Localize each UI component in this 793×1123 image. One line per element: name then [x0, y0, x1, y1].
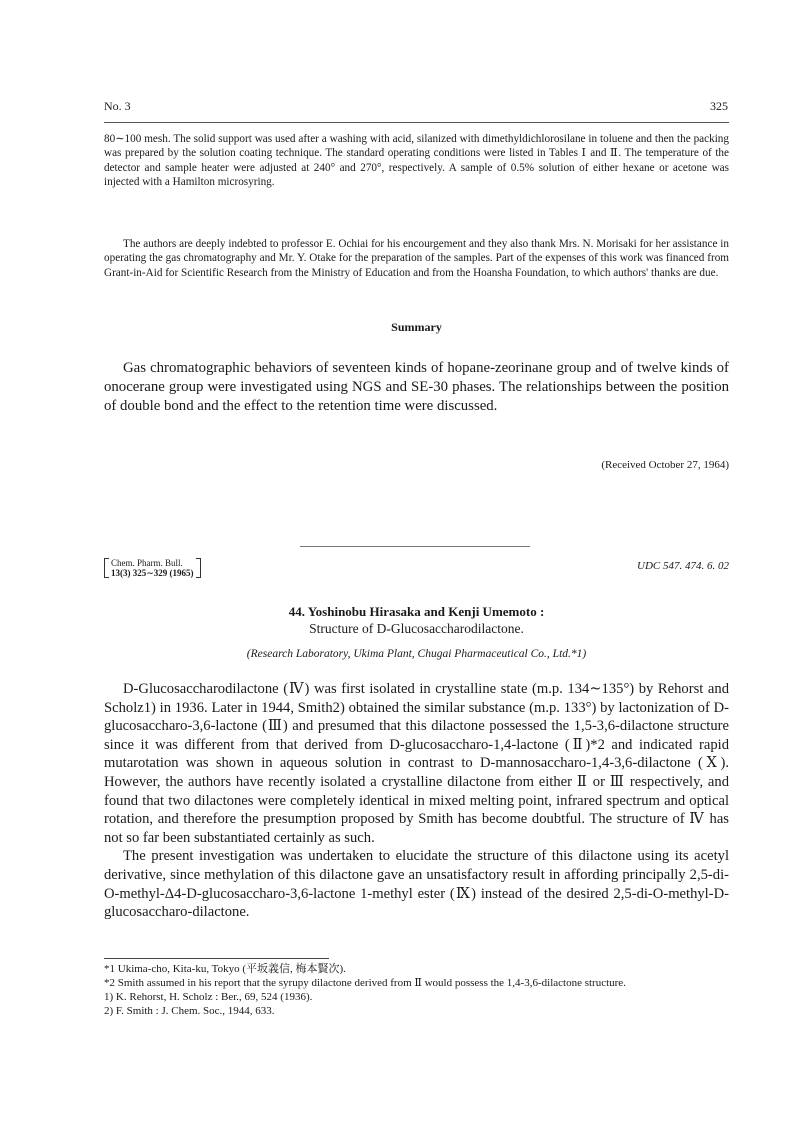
acknowledgement-text: The authors are deeply indebted to professor E. Ochiai for his encourgement and they also thank Mrs. N. Morisaki for her assistance in operating the gas chromatography and Mr. Y. Otake for the preparation of the samples. Part of the expenses of this work was financed from Grant-in-Aid for Scientific Research from the Ministry of Education and from the Hoansha Foundation, to which authors' thanks are due.	[104, 238, 729, 279]
header-rule	[104, 122, 729, 123]
right-bracket	[196, 558, 201, 578]
methods-paragraph	[104, 132, 729, 190]
footnote-2: *2 Smith assumed in his report that the syrupy dilactone derived from Ⅱ would possess the 1,4-3,6-dilactone structure.	[104, 977, 626, 989]
section-separator	[300, 546, 530, 547]
footnotes	[104, 962, 729, 1018]
footnote-rule	[104, 958, 329, 959]
reference-1: 1) K. Rehorst, H. Scholz : Ber., 69, 524 (1936).	[104, 991, 313, 1003]
summary-text: Gas chromatographic behaviors of seventeen kinds of hopane-zeorinane group and of twelve kinds of onocerane group were investigated using NGS and SE-30 phases. The relationships between the position of double bond and the effect to the retention time were discussed.	[104, 360, 729, 414]
citation-volume: 13(3) 325∼329 (1965)	[111, 568, 194, 578]
reference-2: 2) F. Smith : J. Chem. Soc., 1944, 633.	[104, 1005, 275, 1017]
article-title: Structure of D-Glucosaccharodilactone.	[309, 621, 524, 636]
methods-text: 80∼100 mesh. The solid support was used after a washing with acid, silanized with dimethyldichlorosilane in toluene and then the packing was prepared by the solution coating technique. The standard operating conditions were listed in Tables Ⅰ and Ⅱ. The temperature of the detector and sample heater were adjusted at 240° and 270°, respectively. A sample of 0.5% solution of either hexane or acetone was injected with a Hamilton microsyring.	[104, 133, 729, 189]
footnote-1: *1 Ukima-cho, Kita-ku, Tokyo (平坂義信, 梅本賢次).	[104, 963, 346, 975]
article-authors: 44. Yoshinobu Hirasaka and Kenji Umemoto :	[288, 604, 545, 619]
acknowledgement-paragraph	[104, 237, 729, 280]
summary-heading: Summary	[391, 320, 442, 334]
article-affiliation: (Research Laboratory, Ukima Plant, Chugai Pharmaceutical Co., Ltd.*1)	[246, 648, 587, 660]
summary-paragraph	[104, 359, 729, 415]
citation-journal: Chem. Pharm. Bull.	[111, 558, 183, 568]
article-paragraph-1: D-Glucosaccharodilactone (Ⅳ) was first isolated in crystalline state (m.p. 134∼135°) by Rehorst and Scholz1) in 1936. Later in 1944, Smith2) obtained the similar substance (m.p. 133°) by lactonization of D-glucosaccharo-3,6-lactone (Ⅲ) and presumed that this dilactone possessed the 1,5-3,6-dilactone structure since it was different from that derived from D-glucosaccharo-1,4-lactone (Ⅱ)*2 and indicated rapid mutarotation was shown in aqueous solution in contrast to D-mannosaccharo-1,4-3,6-dilactone (Ⅹ). However, the authors have recently isolated a crystalline dilactone from either Ⅱ or Ⅲ respectively, and found that two dilactones were completely identical in mixed melting point, infrared spectrum and optical rotation, and therefore the presumption proposed by Smith has become doubtful. The structure of Ⅳ has not so far been substantiated certainly as such.	[104, 681, 729, 846]
udc-code: UDC 547. 474. 6. 02	[637, 560, 729, 572]
article-body	[104, 680, 729, 922]
page-number: 325	[710, 99, 728, 113]
left-bracket	[104, 558, 109, 578]
article-paragraph-2: The present investigation was undertaken to elucidate the structure of this dilactone using its acetyl derivative, since methylation of this dilactone gave an unsatisfactory result in affording principally 2,5-di-O-methyl-Δ4-D-glucosaccharo-3,6-lactone 1-methyl ester (Ⅸ) instead of the desired 2,5-di-O-methyl-D-glucosaccharo-dilactone.	[104, 848, 729, 921]
issue-number: No. 3	[104, 99, 131, 113]
journal-citation	[104, 558, 201, 578]
received-date: (Received October 27, 1964)	[601, 459, 729, 471]
